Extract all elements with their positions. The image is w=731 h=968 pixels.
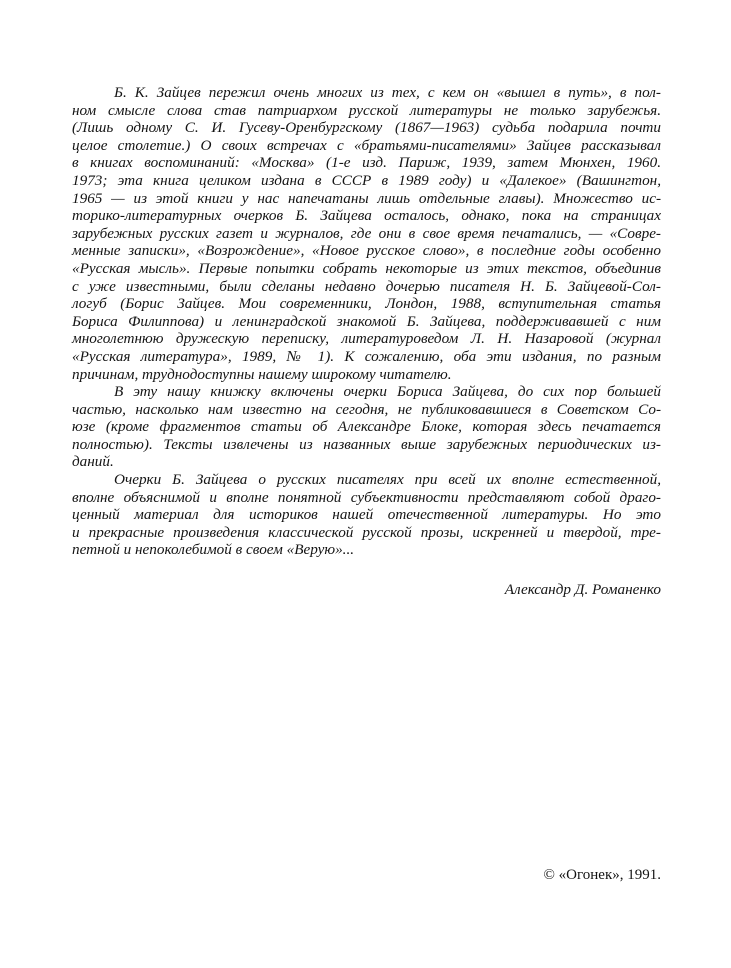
text-line: (Лишь одному С. И. Гусеву-Оренбургскому (1867—1963) судьба подарила почти	[72, 119, 661, 137]
text-line: «Русская мысль». Первые попытки собрать некоторые из этих текстов, объединив	[72, 259, 661, 277]
text-line: логуб (Борис Зайцев. Мои современники, Лондон, 1988, вступительная статья	[72, 295, 661, 313]
text-line: ценный материал для историков нашей отечественной литературы. Но это	[72, 506, 661, 524]
text-line: В эту нашу книжку включены очерки Бориса Зайцева, до сих пор большей	[114, 383, 661, 401]
foreword-text	[72, 84, 661, 559]
copyright-notice: © «Огонек», 1991.	[543, 867, 661, 883]
text-line: полностью). Тексты извлечены из названных выше зарубежных периодических из-	[72, 435, 661, 453]
text-line: 1973; эта книга целиком издана в СССР в 1989 году) и «Далекое» (Вашингтон,	[72, 171, 661, 189]
text-line: «Русская литература», 1989, № 1). К сожалению, оба эти издания, по разным	[72, 347, 661, 365]
paragraph	[72, 471, 661, 559]
author-signature: Александр Д. Романенко	[504, 581, 661, 598]
text-line: причинам, труднодоступны нашему широкому читателю.	[72, 365, 452, 383]
paragraph	[72, 84, 661, 383]
text-line: ном смысле слова став патриархом русской литературы не только зарубежья.	[72, 101, 661, 119]
text-line: Б. К. Зайцев пережил очень многих из тех, с кем он «вышел в путь», в пол-	[114, 84, 661, 101]
text-line: менные записки», «Возрождение», «Новое русское слово», в последние годы особенно	[72, 242, 661, 260]
text-line: с уже известными, были сделаны недавно дочерью писателя Н. Б. Зайцевой-Сол-	[72, 277, 661, 295]
text-line: даний.	[72, 453, 114, 471]
text-line: частью, насколько нам известно на сегодня, не публиковавшиеся в Советском Со-	[72, 400, 661, 418]
text-line: торико-литературных очерков Б. Зайцева осталось, однако, пока на страницах	[72, 207, 661, 225]
text-line: целое столетие.) О своих встречах с «братьями-писателями» Зайцев рассказывал	[72, 136, 661, 154]
text-line: Бориса Филиппова) и ленинградской знакомой Б. Зайцева, поддерживавшей с ним	[72, 312, 661, 330]
text-line: и прекрасные произведения классической русской прозы, искренней и твердой, тре-	[72, 523, 661, 541]
paragraph	[72, 383, 661, 471]
text-line: юзе (кроме фрагментов статьи об Александре Блоке, которая здесь печатается	[72, 418, 661, 436]
text-line: 1965 — из этой книги у нас напечатаны лишь отдельные главы). Множество ис-	[72, 189, 661, 207]
text-line: многолетнюю дружескую переписку, литературоведом Л. Н. Назаровой (журнал	[72, 330, 661, 348]
text-line: в книгах воспоминаний: «Москва» (1-е изд. Париж, 1939, затем Мюнхен, 1960.	[72, 154, 661, 172]
text-line: петной и непоколебимой в своем «Верую»...	[72, 541, 355, 559]
text-line: зарубежных русских газет и журналов, где они в свое время печатались, — «Совре-	[72, 224, 661, 242]
text-line: вполне объяснимой и вполне понятной субъективности представляют собой драго-	[72, 488, 661, 506]
text-line: Очерки Б. Зайцева о русских писателях при всей их вполне естественной,	[114, 471, 661, 489]
